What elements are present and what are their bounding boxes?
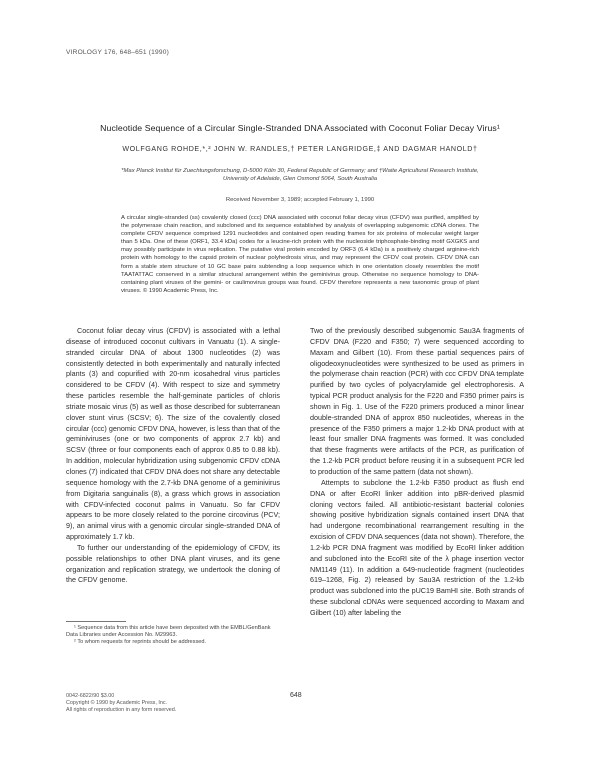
copyright-notice	[66, 693, 280, 714]
author-list: WOLFGANG ROHDE,*,² JOHN W. RANDLES,† PETER LANGRIDGE,‡ AND DAGMAR HANOLD†	[122, 145, 478, 153]
author-affiliations: *Max Planck Institut für Zuechtungsforschung, D-5000 Köln 30, Federal Republic of Germany; and †Waite Agricultural Research Institute, University of Adelaide, Glen Osmond 5064, South Australia	[121, 168, 479, 182]
received-dates: Received November 3, 1989; accepted February 1, 1990	[225, 197, 375, 203]
footnote-divider	[66, 621, 126, 622]
body-paragraph: Two of the previously described subgenomic Sau3A fragments of CFDV DNA (F220 and F350; 7) were sequenced according to Maxam and Gilbert (10). From these partial sequences pairs of oligodeoxynucleotides were synthesized to be used as primers in the polymerase chain reaction (PCR) with ccc CFDV DNA template purified by two cycles of polyacrylamide gel electrophoresis. A typical PCR product analysis for the F220 and F350 primer pairs is shown in Fig. 1. Use of the F220 primers produced a minor linear double-stranded DNA of approx 850 nucleotides, whereas in the presence of the F350 primers a major 1.2-kb DNA product with at least four smaller DNA fragments was formed. It was concluded that these fragments were artifacts of the PCR, as purification of the 1.2-kb PCR product before reusing it in a subsequent PCR led to production of the same pattern (data not shown).	[310, 326, 524, 476]
body-right-column	[310, 326, 524, 619]
body-left-column	[66, 326, 280, 586]
copyright-line: All rights of reproduction in any form reserved.	[66, 707, 177, 713]
copyright-line: 0042-6822/90 $3.00	[66, 693, 115, 699]
body-paragraph: Coconut foliar decay virus (CFDV) is associated with a lethal disease of introduced coconut cultivars in Vanuatu (1). A single-stranded circular DNA of about 1300 nucleotides (2) was consistently detected in both experimentally and naturally infected plants (3) and copurified with 20-nm icosahedral virus particles considered to be CFDV (4). With respect to size and symmetry these particles resemble the half-geminate particles of chloris striate mosaic virus (5) as well as those described for subterranean clover stunt virus (SCSV; 6). The size of the covalently closed circular (ccc) genomic CFDV DNA, however, is less than that of the geminiviruses (one or two components of approx 2.7 kb) and SCSV (three or four components each of approx 0.85 to 0.88 kb). In addition, molecular hybridization using subgenomic CFDV cDNA clones (7) indicated that CFDV DNA does not share any detectable sequence homology with the 2.7-kb DNA genome of a geminivirus from Digitaria sanguinalis (8), a grass which grows in association with CFDV-infected coconut palms in Vanuatu. So far CFDV appears to be more closely related to the porcine circovirus (PCV; 9), an animal virus with a genomic circular single-stranded DNA of approximately 1.7 kb.	[66, 326, 280, 542]
article-title: Nucleotide Sequence of a Circular Single-Stranded DNA Associated with Coconut Foliar Decay Virus¹	[100, 123, 500, 133]
copyright-line: Copyright © 1990 by Academic Press, Inc.	[66, 700, 168, 706]
footnote: ² To whom requests for reprints should be addressed.	[74, 639, 207, 646]
body-paragraph: Attempts to subclone the 1.2-kb F350 product as flush end DNA or after EcoRI linker addition into pBR-derived plasmid cloning vectors failed. All antibiotic-resistant bacterial colonies showing positive hybridization signals contained insert DNA that had undergone recombinational rearrangement resulting in the excision of CFDV DNA sequences (data not shown). Therefore, the 1.2-kb PCR DNA fragment was modified by EcoRI linker addition and subcloned into the EcoRI site of the λ phage insertion vector NM1149 (11). In addition a 649-nucleotide fragment (nucleotides 619–1268, Fig. 2) released by Sau3A restriction of the 1.2-kb product was subcloned into the pUC19 BamHI site. Both strands of these subclonal cDNAs were sequenced according to Maxam and Gilbert (10) after labeling the	[310, 477, 524, 617]
page-number: 648	[290, 692, 302, 699]
body-paragraph: To further our understanding of the epidemiology of CFDV, its possible relationships to other DNA plant viruses, and its gene organization and replication strategy, we undertook the cloning of the CFDV genome.	[66, 542, 280, 585]
footnote: ¹ Sequence data from this article have been deposited with the EMBL/GenBank Data Libraries under Accession No. M29963.	[66, 625, 271, 639]
abstract: A circular single-stranded (ss) covalently closed (ccc) DNA associated with coconut foliar decay virus (CFDV) was purified, amplified by the polymerase chain reaction, and subcloned and its sequence established by analysis of overlapping subgenomic cDNA clones. The complete CFDV sequence comprised 1291 nucleotides and contained open reading frames for six proteins of molecular weight larger than 5 kDa. One of these (ORF1, 33.4 kDa) codes for a leucine-rich protein with the nucleoside triphosphate-binding motif GXGKS and may possibly participate in virus replication. The putative viral protein encoded by ORF3 (6.4 kDa) is a positively charged arginine-rich protein with homology to the capsid protein of nuclear polyhedrosis virus, and may represent the CFDV coat protein. CFDV DNA can form a stable stem structure of 10 GC base pairs subtending a loop sequence which in one orientation closely resembles the motif TAATATTAC conserved in a similar structural arrangement within the geminivirus group. Otherwise no sequence homology to DNA-containing plant viruses of the gemini- or caulimovirus groups was found. CFDV therefore represents a new taxonomic group of plant viruses. © 1990 Academic Press, Inc.	[121, 215, 479, 294]
journal-reference: VIROLOGY 176, 648–651 (1990)	[66, 49, 169, 56]
footnotes	[66, 625, 280, 646]
